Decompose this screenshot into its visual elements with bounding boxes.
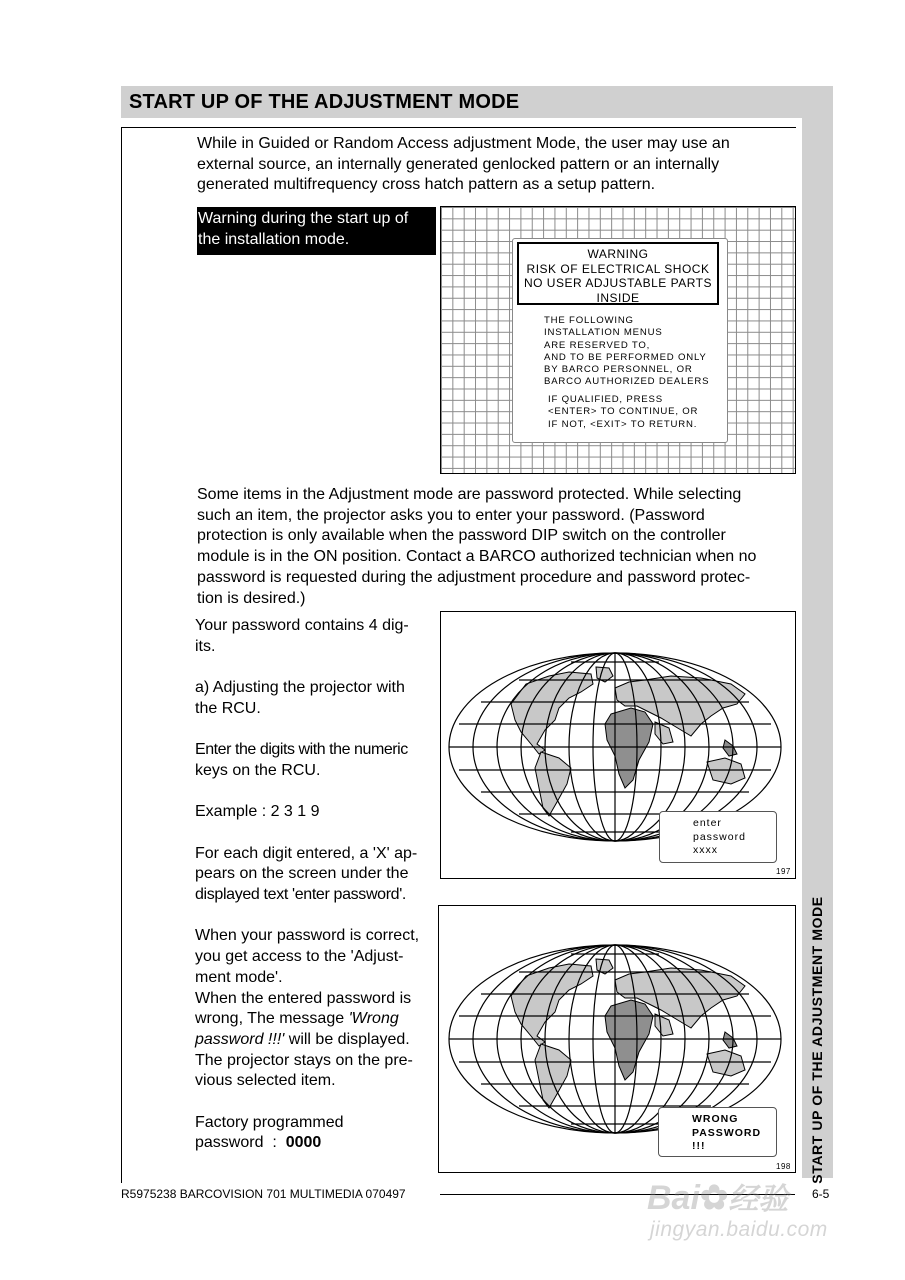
left-text-line: Your password contains 4 dig- [195, 617, 409, 634]
paw-icon: ✿ [699, 1179, 729, 1217]
warning-instruction-line: <ENTER> TO CONTINUE, OR [548, 406, 699, 418]
warning-notice-line: BY BARCO PERSONNEL, OR [544, 364, 693, 376]
left-text-line [195, 1030, 432, 1051]
map-land [511, 667, 745, 816]
intro-line: generated multifrequency cross hatch pattern as a setup pattern. [197, 176, 656, 194]
password-line: protection is only available when the password DIP switch on the controller [197, 527, 726, 545]
warning-notice [544, 315, 709, 389]
page-title: START UP OF THE ADJUSTMENT MODE [129, 91, 520, 113]
left-column [195, 616, 432, 1154]
left-text-line: ment mode'. [195, 968, 283, 986]
warning-instructions [548, 394, 698, 431]
warning-notice-line: BARCO AUTHORIZED DEALERS [544, 376, 710, 388]
wrong-password-message [658, 1107, 777, 1157]
password-line: tion is desired.) [197, 589, 306, 607]
warning-box-line: INSIDE [596, 290, 640, 305]
watermark-brand-latin: Bai [647, 1179, 700, 1217]
message-quote: 'Wrong [348, 1010, 399, 1028]
message-line: password [693, 830, 746, 843]
enter-password-message [659, 811, 777, 863]
example-line: Example : 2 3 1 9 [195, 803, 320, 821]
left-text-line: displayed text 'enter password'. [195, 886, 407, 904]
warning-notice-line: AND TO BE PERFORMED ONLY [544, 351, 707, 363]
page-number: 6-5 [812, 1187, 830, 1201]
password-line: Some items in the Adjustment mode are password protected. While selecting [197, 486, 742, 503]
text-span: password : [195, 1134, 286, 1152]
intro-paragraph [197, 134, 796, 196]
map-land [511, 959, 745, 1108]
message-line: WRONG [692, 1113, 739, 1125]
text-span: wrong, The message [195, 1010, 349, 1028]
watermark-brand [647, 1174, 788, 1218]
warning-instruction-line: IF QUALIFIED, PRESS [548, 394, 663, 405]
left-text-line: keys on the RCU. [195, 761, 321, 779]
left-text-line: pears on the screen under the [195, 865, 409, 883]
password-paragraph [197, 485, 796, 609]
watermark-brand-cjk: 经验 [728, 1183, 789, 1216]
warning-box-line: WARNING [587, 247, 649, 261]
warning-box [517, 242, 719, 305]
left-text-line: a) Adjusting the projector with [195, 679, 405, 697]
message-quote: password !!!' [195, 1030, 285, 1048]
warning-caption [197, 207, 436, 255]
warning-notice-line: ARE RESERVED TO, [544, 339, 651, 351]
message-line: xxxx [693, 844, 718, 856]
password-line: module is in the ON position. Contact a BARCO authorized technician when no [197, 548, 757, 566]
left-text-line: its. [195, 637, 216, 655]
title-divider [121, 127, 796, 128]
left-text-line: When the entered password is [195, 989, 412, 1007]
figure-number: 197 [776, 867, 791, 876]
footer-doc-id: R5975238 BARCOVISION 701 MULTIMEDIA 070497 [121, 1187, 406, 1201]
left-text-line: When your password is correct, [195, 927, 420, 945]
left-margin-rule [121, 127, 122, 1183]
left-text-line [195, 1009, 432, 1030]
baidu-watermark [645, 1170, 845, 1260]
left-text-line: the RCU. [195, 699, 261, 717]
figure-number: 198 [776, 1162, 791, 1171]
warning-caption-line: the installation mode. [198, 231, 350, 248]
warning-notice-line: INSTALLATION MENUS [544, 327, 663, 339]
left-text-line: vious selected item. [195, 1072, 336, 1090]
factory-password: 0000 [285, 1134, 322, 1152]
left-text-line: you get access to the 'Adjust- [195, 948, 404, 966]
warning-box-line: NO USER ADJUSTABLE PARTS [523, 276, 713, 290]
warning-instruction-line: IF NOT, <EXIT> TO RETURN. [548, 418, 698, 430]
intro-line: external source, an internally generated genlocked pattern or an internally [197, 155, 720, 173]
warning-caption-line: Warning during the start up of [198, 210, 409, 227]
left-text-line: Factory programmed [195, 1113, 344, 1131]
left-text-line [195, 1133, 432, 1154]
side-tab-label: START UP OF THE ADJUSTMENT MODE [809, 896, 825, 1184]
watermark-url: jingyan.baidu.com [650, 1218, 828, 1241]
intro-line: While in Guided or Random Access adjustment Mode, the user may use an [197, 135, 730, 152]
message-line: PASSWORD [692, 1126, 762, 1139]
left-text-line: Enter the digits with the numeric [195, 741, 408, 759]
warning-notice-line: THE FOLLOWING [544, 315, 634, 326]
left-text-line: The projector stays on the pre- [195, 1051, 413, 1069]
map-graticule [449, 945, 781, 1133]
text-span: will be displayed. [284, 1030, 410, 1048]
left-text-line: For each digit entered, a 'X' ap- [195, 844, 418, 862]
password-line: password is requested during the adjustment procedure and password protec- [197, 568, 751, 586]
warning-box-line: RISK OF ELECTRICAL SHOCK [526, 261, 710, 276]
message-line: !!! [692, 1140, 706, 1152]
password-line: such an item, the projector asks you to enter your password. (Password [197, 506, 705, 524]
message-line: enter [693, 817, 722, 829]
